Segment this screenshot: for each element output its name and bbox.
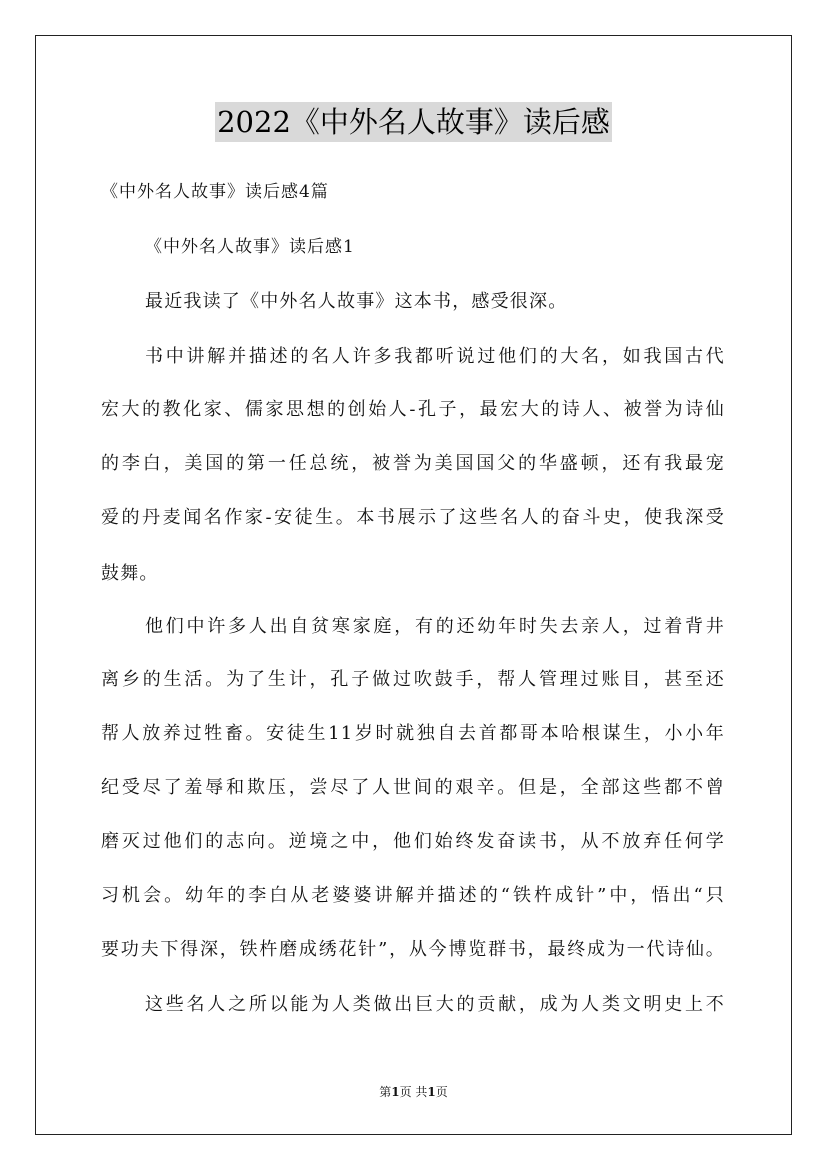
paragraph-line: 纪受尽了羞辱和欺压，尝尽了人世间的艰辛。但是，全部这些都不曾 <box>101 777 725 798</box>
document-subtitle: 《中外名人故事》读后感4篇 <box>101 182 329 202</box>
paragraph-line: 书中讲解并描述的名人许多我都听说过他们的大名，如我国古代 <box>145 346 725 367</box>
paragraph-line: 要功夫下得深，铁杵磨成绣花针”，从今博览群书，最终成为一代诗仙。 <box>101 939 725 960</box>
paragraph-line: 磨灭过他们的志向。逆境之中，他们始终发奋读书，从不放弃任何学 <box>101 831 725 852</box>
footer-page-prefix: 第 <box>379 1085 392 1099</box>
paragraph-line: 鼓舞。 <box>101 563 159 584</box>
paragraph-line: 爱的丹麦闻名作家-安徒生。本书展示了这些名人的奋斗史，使我深受 <box>101 507 725 528</box>
footer-page-mid: 页 共 <box>399 1085 428 1099</box>
footer-page-number: 1 <box>391 1085 400 1099</box>
paragraph-line: 习机会。幼年的李白从老婆婆讲解并描述的“铁杵成针”中，悟出“只 <box>101 885 725 906</box>
paragraph-line: 最近我读了《中外名人故事》这本书，感受很深。 <box>145 291 568 312</box>
document-title-container <box>0 102 827 142</box>
paragraph-line: 宏大的教化家、儒家思想的创始人-孔子，最宏大的诗人、被誉为诗仙 <box>101 399 725 420</box>
paragraph-line: 离乡的生活。为了生计，孔子做过吹鼓手，帮人管理过账目，甚至还 <box>101 669 725 690</box>
page-footer <box>0 1084 827 1100</box>
footer-page-total: 1 <box>427 1085 436 1099</box>
paragraph-line: 帮人放养过牲畜。安徒生11岁时就独自去首都哥本哈根谋生，小小年 <box>101 723 725 744</box>
section-heading: 《中外名人故事》读后感1 <box>145 237 355 257</box>
paragraph-line: 他们中许多人出自贫寒家庭，有的还幼年时失去亲人，过着背井 <box>145 616 725 637</box>
paragraph-line: 这些名人之所以能为人类做出巨大的贡献，成为人类文明史上不 <box>145 994 725 1015</box>
footer-page-suffix: 页 <box>435 1085 448 1099</box>
document-title: 2022《中外名人故事》读后感 <box>215 102 612 142</box>
paragraph-line: 的李白，美国的第一任总统，被誉为美国国父的华盛顿，还有我最宠 <box>101 453 725 474</box>
